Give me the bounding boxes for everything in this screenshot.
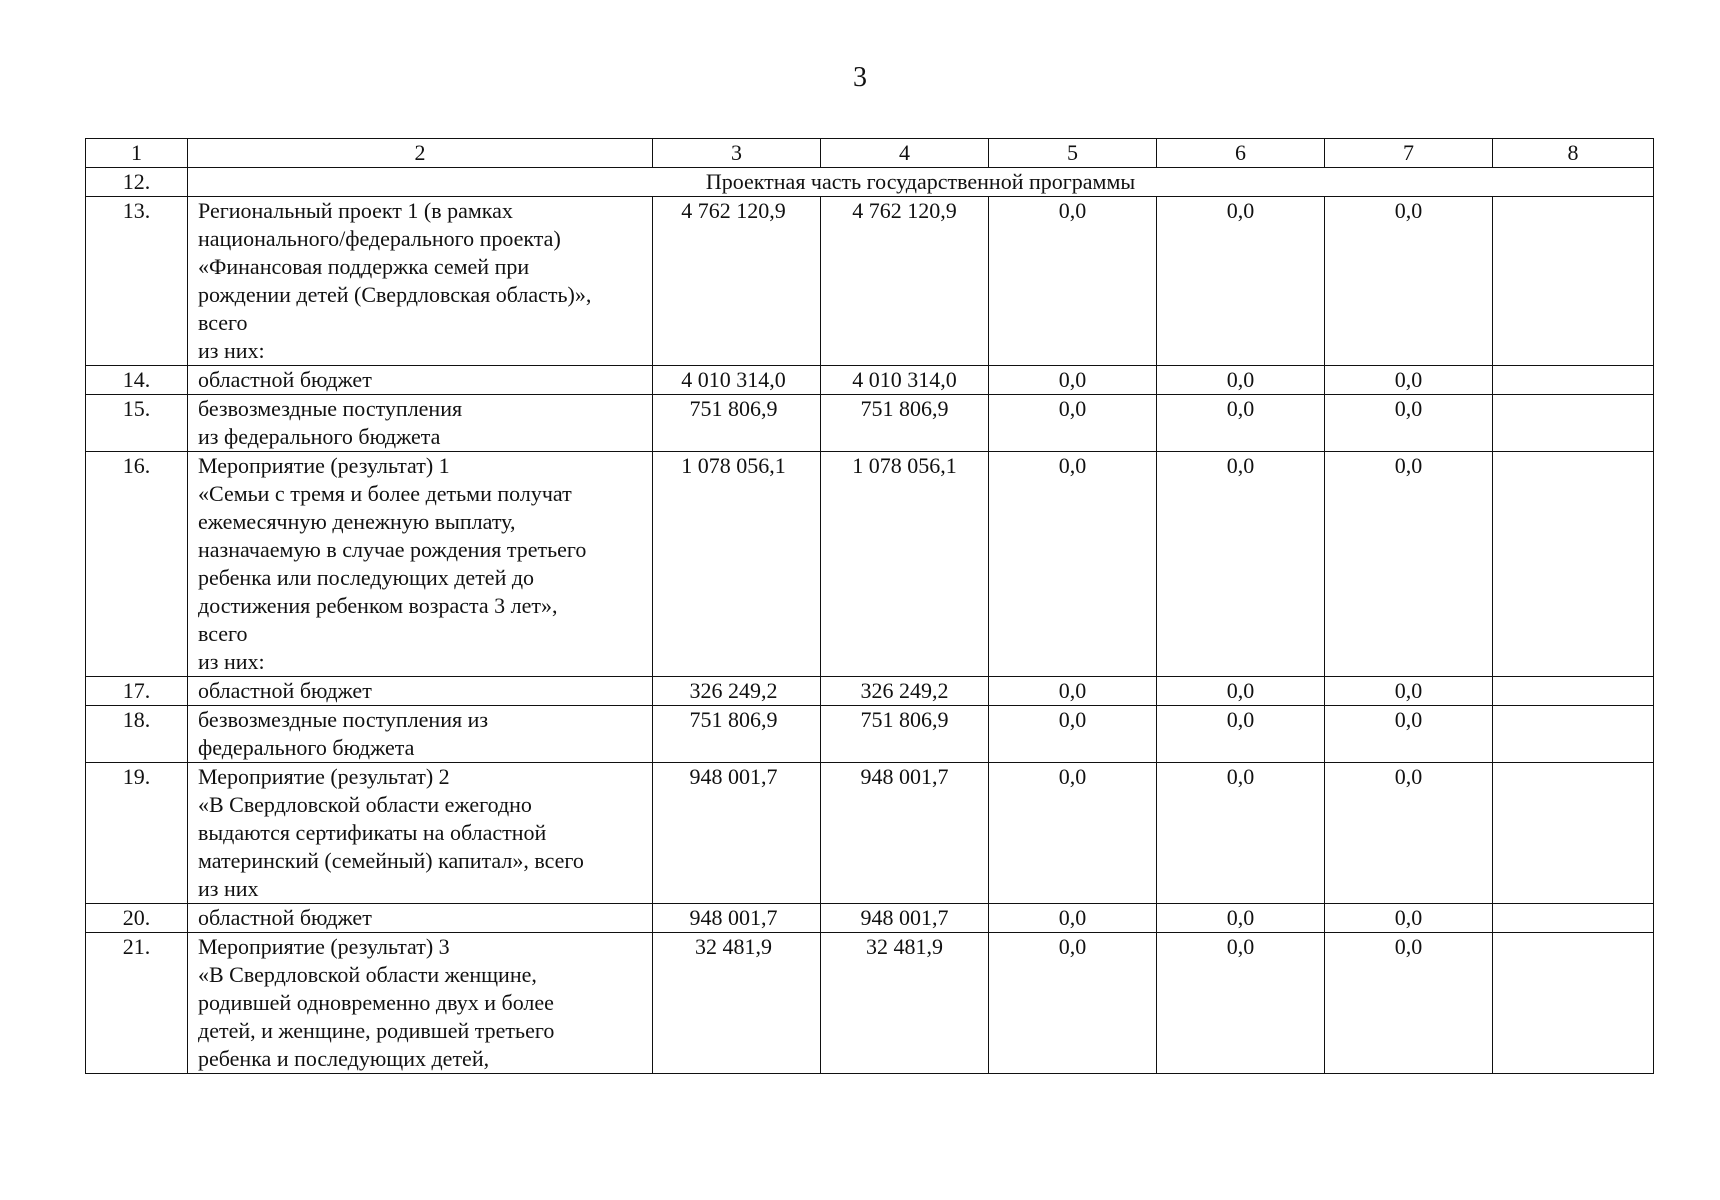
value-col-5: 0,0 (989, 904, 1157, 933)
value-col-5: 0,0 (989, 395, 1157, 452)
value-col-4: 948 001,7 (821, 763, 989, 904)
column-number: 8 (1493, 139, 1654, 168)
value-col-6: 0,0 (1157, 904, 1325, 933)
value-col-6: 0,0 (1157, 933, 1325, 1074)
column-number: 4 (821, 139, 989, 168)
value-col-3: 751 806,9 (653, 395, 821, 452)
value-col-6: 0,0 (1157, 677, 1325, 706)
value-col-7: 0,0 (1325, 933, 1493, 1074)
table-row (86, 706, 1654, 763)
table-row (86, 366, 1654, 395)
row-number: 16. (86, 452, 188, 677)
value-col-7: 0,0 (1325, 706, 1493, 763)
value-col-6: 0,0 (1157, 452, 1325, 677)
column-number: 5 (989, 139, 1157, 168)
table-row (86, 763, 1654, 904)
value-col-4: 326 249,2 (821, 677, 989, 706)
value-col-6: 0,0 (1157, 763, 1325, 904)
row-number: 20. (86, 904, 188, 933)
row-number: 18. (86, 706, 188, 763)
value-col-8 (1493, 366, 1654, 395)
value-col-8 (1493, 677, 1654, 706)
column-number: 3 (653, 139, 821, 168)
section-row (86, 168, 1654, 197)
table-row (86, 677, 1654, 706)
value-col-3: 326 249,2 (653, 677, 821, 706)
value-col-8 (1493, 706, 1654, 763)
value-col-6: 0,0 (1157, 395, 1325, 452)
value-col-5: 0,0 (989, 933, 1157, 1074)
value-col-4: 4 762 120,9 (821, 197, 989, 366)
value-col-3: 948 001,7 (653, 904, 821, 933)
value-col-3: 4 010 314,0 (653, 366, 821, 395)
value-col-7: 0,0 (1325, 452, 1493, 677)
row-number: 21. (86, 933, 188, 1074)
value-col-4: 32 481,9 (821, 933, 989, 1074)
row-name: Мероприятие (результат) 2 «В Свердловской области ежегодно выдаются сертификаты на областной материнский (семейный) капитал», всего из них (188, 763, 653, 904)
row-name: безвозмездные поступления из федерального бюджета (188, 706, 653, 763)
value-col-4: 948 001,7 (821, 904, 989, 933)
column-number-row (86, 139, 1654, 168)
table-row (86, 904, 1654, 933)
value-col-4: 751 806,9 (821, 706, 989, 763)
value-col-3: 32 481,9 (653, 933, 821, 1074)
value-col-8 (1493, 452, 1654, 677)
value-col-5: 0,0 (989, 763, 1157, 904)
value-col-7: 0,0 (1325, 763, 1493, 904)
value-col-8 (1493, 904, 1654, 933)
table-row (86, 197, 1654, 366)
value-col-6: 0,0 (1157, 706, 1325, 763)
value-col-7: 0,0 (1325, 197, 1493, 366)
value-col-5: 0,0 (989, 452, 1157, 677)
column-number: 2 (188, 139, 653, 168)
value-col-3: 948 001,7 (653, 763, 821, 904)
value-col-5: 0,0 (989, 677, 1157, 706)
budget-table (85, 138, 1654, 1074)
value-col-5: 0,0 (989, 197, 1157, 366)
row-number: 15. (86, 395, 188, 452)
value-col-6: 0,0 (1157, 366, 1325, 395)
value-col-3: 4 762 120,9 (653, 197, 821, 366)
column-number: 1 (86, 139, 188, 168)
value-col-7: 0,0 (1325, 395, 1493, 452)
column-number: 7 (1325, 139, 1493, 168)
row-name: Региональный проект 1 (в рамках национального/федерального проекта) «Финансовая поддержка семей при рождении детей (Свердловская область)», всего из них: (188, 197, 653, 366)
row-number: 12. (86, 168, 188, 197)
value-col-5: 0,0 (989, 706, 1157, 763)
value-col-3: 1 078 056,1 (653, 452, 821, 677)
column-number: 6 (1157, 139, 1325, 168)
row-name: безвозмездные поступления из федерального бюджета (188, 395, 653, 452)
table-row (86, 395, 1654, 452)
row-number: 13. (86, 197, 188, 366)
value-col-8 (1493, 763, 1654, 904)
row-name: областной бюджет (188, 904, 653, 933)
row-number: 14. (86, 366, 188, 395)
row-name: областной бюджет (188, 366, 653, 395)
value-col-4: 1 078 056,1 (821, 452, 989, 677)
value-col-8 (1493, 933, 1654, 1074)
value-col-4: 751 806,9 (821, 395, 989, 452)
value-col-7: 0,0 (1325, 366, 1493, 395)
value-col-8 (1493, 197, 1654, 366)
value-col-4: 4 010 314,0 (821, 366, 989, 395)
table-row (86, 933, 1654, 1074)
value-col-6: 0,0 (1157, 197, 1325, 366)
row-number: 17. (86, 677, 188, 706)
value-col-7: 0,0 (1325, 904, 1493, 933)
value-col-8 (1493, 395, 1654, 452)
value-col-3: 751 806,9 (653, 706, 821, 763)
row-number: 19. (86, 763, 188, 904)
section-title: Проектная часть государственной программы (188, 168, 1654, 197)
page-number: 3 (853, 62, 867, 93)
budget-table-body (86, 139, 1654, 1074)
value-col-5: 0,0 (989, 366, 1157, 395)
row-name: Мероприятие (результат) 3 «В Свердловской области женщине, родившей одновременно двух и более детей, и женщине, родившей третьего ребенка и последующих детей, (188, 933, 653, 1074)
row-name: областной бюджет (188, 677, 653, 706)
table-row (86, 452, 1654, 677)
row-name: Мероприятие (результат) 1 «Семьи с тремя и более детьми получат ежемесячную денежную выплату, назначаемую в случае рождения третьего ребенка или последующих детей до достижения ребенком возраста 3 лет», всего из них: (188, 452, 653, 677)
value-col-7: 0,0 (1325, 677, 1493, 706)
